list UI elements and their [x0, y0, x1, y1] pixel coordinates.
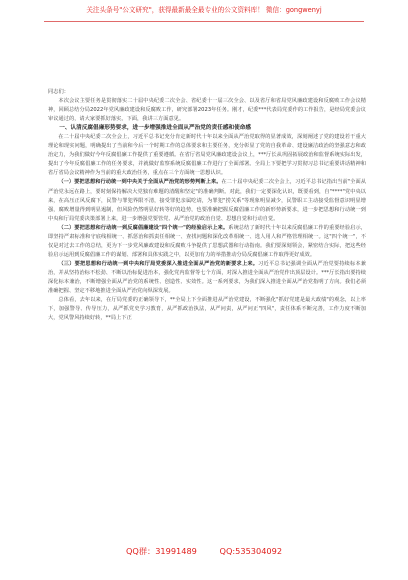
section-paragraph: 在二十届中央纪委二次全会上，习近平总书记充分肯定新时代十年以来全面从严治党取得的显著成效，深刻阐述了党的建设若干重大理论和现实问题，明确提出了当前和今后一个时期工作的总体要求和主要任务，充分彰显了党的自我革命、建设廉洁政治的坚强意志和政治定力，为我们做好今年反腐倡廉工作提供了重要遵循。在省厅省局党风廉政建设会议上，***厅长从巩固拓展政治和监督系统实际出发，提出了今年反腐倡廉工作的任务要求，并就做好监察系统反腐倡廉工作进行了全面部署。全局上下要把学习贯彻习总书记重要讲话精神和省厅省局会议精神作为当前的重大政治任务，重点在三个方面统一思想认识。	[48, 134, 366, 177]
header-banner: 关注头条号"公文研究"，获得最新最全最专业的公文资料库！ 微信：gongwenyj	[86, 6, 322, 14]
subsection-body: 习近平总书记强调全面从严治党要持续标本兼治，并从坚持治标不松劲、不断以治标促进治本，强化党内监督等七个方面，对深入推进全面从严治党作出顶层设计。***厅长指出要持续深化标本兼治，不断增强全面从严治党的系统性、创造性、实效性。这一系列要求，为我们深入推进全面从严治党指明了方向。我们必须准确把握、坚定不移地推进全面从严治党向纵深发展。	[48, 260, 366, 295]
subsection-body: 系统总结了新时代十年以来反腐倡廉工作的重要经验启示，即坚持严肃标准和守底线相统一、抓惩治和抓责任相统一、查找问题和深化改革相统一、选人用人和严格管理相统一。这"四个统一"，不仅是对过去工作的总结，更为下一步党风廉政建设和反腐败斗争提供了思想武器和行动指南。我们要深刻领会，紧密结合实际，把这些经验启示运用到反腐倡廉工作的谋划、部署和具体实践之中，以更加有力的举措推动分局反腐倡廉工作取得更好成效。	[48, 224, 366, 258]
subsection-heading: （一）要把思想和行动统一到中央关于全面从严治党的形势判断上来。	[58, 179, 222, 186]
subsection-heading: （二）要把思想和行动统一到反腐倡廉建设"四个统一"的经验启示上来。	[58, 224, 229, 231]
subsection-paragraph	[48, 178, 366, 223]
closing-paragraph: 总体看，去年以来，在厅局党委的正确领导下，**全局上下全面推进从严治党建设，不断强化"抓好党建是最大政绩"的观念，以上率下，加强警导、传导压力，从严抓党史学习教育，从严抓政治执法，从严问责，从严问正"四风"，责任体系不断完善，工作力度不断加大，党风警风持续好转，**局上下正	[48, 297, 366, 322]
qq-number: QQ:535304092	[219, 546, 283, 556]
footer-banner	[0, 545, 408, 557]
subsection-body: 在二十届中央纪委二次全会上，习近平总书记指出当前"全面从严治党永远在路上，要时刻保持解决大党独有难题的清醒和坚定"的准确判断。对此，我们一定要深化认识，既要看到，自"****"党中央以来，在高压正风反腐下，民警与罪犯界限不清，接受罪犯亲属吃请，为罪犯"捞关系"等现象明显减少，民警职工主动接受监督意识明显增强，腐败增量得到明显遏制，但风险仍然明显好转等好的趋势，也要准确把握反腐倡廉工作的新形势新要求，进一步把思想和行动统一到中央和厅局党委决策部署上来，进一步增强党要管党、从严治党的政治自觉、思想自觉和行动自觉。	[48, 179, 366, 222]
intro-paragraph: 本次会议主要任务是贯彻落实二十届中央纪委二次全会、省纪委十一届三次全会、以及省厅和省局党风廉政建设和反腐败工作会议精神，回顾总结分局2022年党风廉政建设和反腐败工作，研究部署2023年任务。刚才，纪委***代表局党委作的工作报告，是经局党委会议审议通过的，请大家要抓好落实。下面，我讲三方面意见。	[48, 98, 366, 123]
greeting: 同志们：	[48, 89, 69, 95]
subsection-paragraph	[48, 260, 366, 296]
section-heading: 一、认清反腐倡廉形势要求，进一步增强推进全面从严治党的责任感和使命感	[59, 125, 252, 132]
subsection-heading: （三）要把思想和行动统一到中央和厅局党委深入推进全面从严治党的新要求上来。	[58, 260, 259, 267]
document-body	[48, 88, 366, 323]
subsection-paragraph	[48, 224, 366, 260]
header-divider	[44, 21, 364, 22]
qq-group-number: QQ群：31991489	[125, 546, 197, 556]
